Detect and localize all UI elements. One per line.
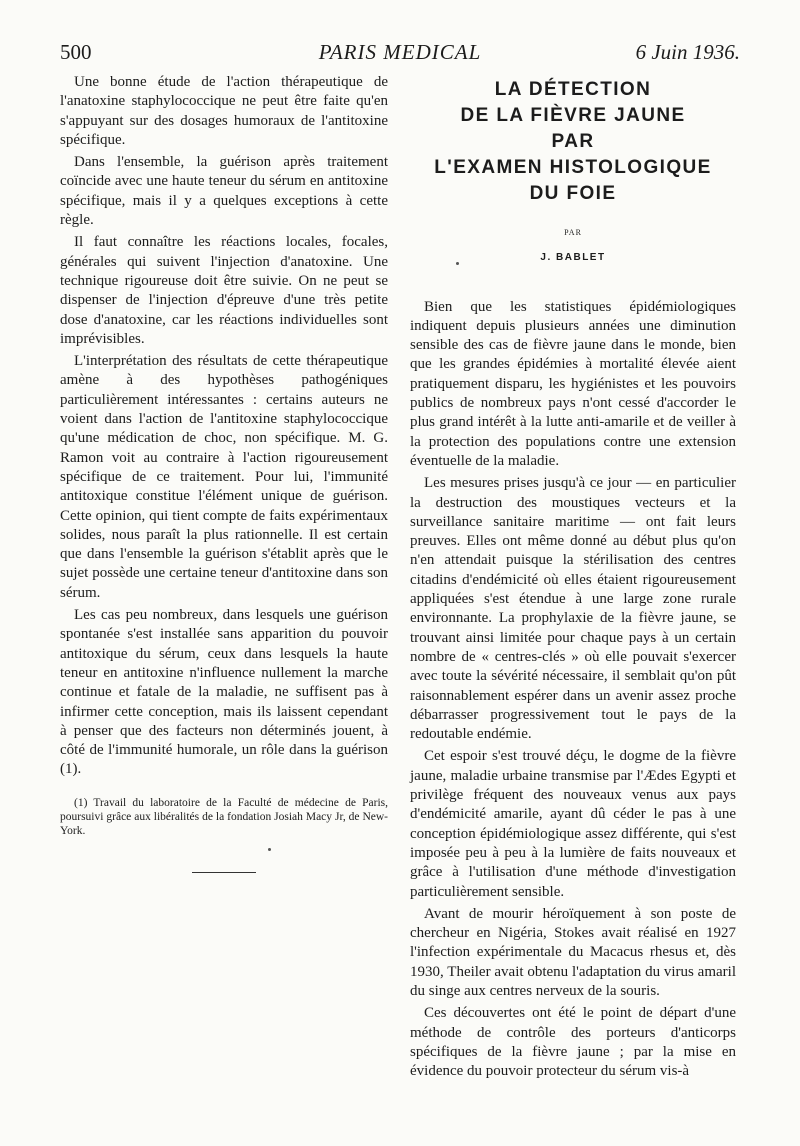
paragraph: Avant de mourir héroïquement à son poste de chercheur en Nigéria, Stokes avait réalisé en 1927 l'infection expérimentale du Macacus rhesus et, dès 1930, Theiler avait obtenu l'adaptation du virus amaril du singe aux centres nerveux de la souris. xyxy=(410,905,736,999)
title-line: DU FOIE xyxy=(529,183,617,204)
title-line: DE LA FIÈVRE JAUNE xyxy=(460,105,686,126)
title-line: PAR xyxy=(551,131,595,152)
title-line: LA DÉTECTION xyxy=(494,79,652,100)
journal-title: PARIS MEDICAL xyxy=(318,40,482,64)
paragraph: Les mesures prises jusqu'à ce jour — en particulier la destruction des moustiques vecteurs et la surveillance sanitaire maritime — ont fait leurs preuves. Elles ont même donné au début plus qu'on n'en attendait puisque la stérilisation des centres citadins d'endémicité où elles étaient rigoureusement appliquées s'est étendue à une large zone rurale environnante. La prophylaxie de la fièvre jaune, se trouvant ainsi limitée pour chaque pays à un certain nombre de « centres-clés » où elle pouvait s'exercer avec toute la sévérité nécessaire, il semblait qu'on pût raisonnablement espérer dans un avenir assez proche débarrasser progressivement tout le pays de la redoutable endémie. xyxy=(410,475,736,743)
paragraph: Ces découvertes ont été le point de départ d'une méthode de contrôle des porteurs d'anticorps spécifiques de la fièvre jaune ; par la mise en évidence du pouvoir protecteur du sérum vis-à xyxy=(410,1005,736,1080)
paragraph: Bien que les statistiques épidémiologiques indiquent depuis plusieurs années une diminution sensible des cas de fièvre jaune dans le monde, bien que les grandes épidémies à mortalité élevée aient pratiquement disparu, les hygiénistes et les pouvoirs publics de nombreux pays n'ont cessé d'accorder le plus grand intérêt à la lutte anti-amarile et de veiller à la protection des populations contre une extension éventuelle de la maladie. xyxy=(410,298,736,469)
left-column xyxy=(60,73,388,873)
ink-speck xyxy=(268,848,271,851)
footnote-text: (1) Travail du laboratoire de la Faculté de médecine de Paris, poursuivi grâce aux libéralités de la fondation Josiah Macy Jr, de New-York. xyxy=(60,796,388,837)
paragraph: Une bonne étude de l'action thérapeutique de l'anatoxine staphylococcique ne peut être faite qu'en s'appuyant sur des dosages humoraux de l'antitoxine spécifique. xyxy=(60,74,388,148)
paragraph: L'interprétation des résultats de cette thérapeutique amène à des hypothèses pathogéniques particulièrement intéressantes : certains auteurs ne voient dans l'action de l'antitoxine staphylococcique qu'une médication de choc, non spécifique. M. G. Ramon voit au contraire à l'action rigoureusement spécifique de ce traitement. Pour lui, l'immunité antitoxique constitue l'élément unique de guérison. Cette opinion, qui tient compte de faits expérimentaux solides, nous paraît la plus rationnelle. Il est certain que dans l'ensemble la guérison s'établit après que le sujet possède une certaine teneur d'antitoxine dans son sérum. xyxy=(60,353,388,601)
paragraph: Les cas peu nombreux, dans lesquels une guérison spontanée s'est installée sans apparition du pouvoir antitoxique du sérum, ceux dans lesquels la haute teneur en antitoxine n'influence nullement la marche continue et fatale de la maladie, ne suffisent pas à infirmer cette conception, mais ils laissent cependant à penser que des facteurs non déterminés jouent, à côté de l'immunité humorale, un rôle dans la guérison (1). xyxy=(60,607,388,778)
issue-date: 6 Juin 1936. xyxy=(635,40,740,64)
section-divider xyxy=(192,872,256,873)
article-title xyxy=(410,77,736,207)
right-column xyxy=(410,73,736,1084)
paragraph: Cet espoir s'est trouvé déçu, le dogme de la fièvre jaune, maladie urbaine transmise par l'Ædes Egypti et privilège fréquent des nouveaux venus aux pays d'endémicité amarile, ayant dû céder le pas à une conception épidémiologique assez différente, qui s'est imposée peu à peu à la lumière de faits nouveaux et grâce à l'utilisation d'une méthode d'investigation particulièrement sensible. xyxy=(410,748,736,900)
ink-speck xyxy=(456,262,459,265)
paragraph: Il faut connaître les réactions locales, focales, générales qui suivent l'injection d'anatoxine. Une technique rigoureuse doit être suivie. On ne peut se dispenser de l'injection d'épreuve d'une très petite dose d'anatoxine, car les réactions individuelles sont imprévisibles. xyxy=(60,234,388,347)
page-number: 500 xyxy=(60,40,92,64)
author-name: J. BABLET xyxy=(540,252,606,264)
paragraph: Dans l'ensemble, la guérison après traitement coïncide avec une haute teneur du sérum en antitoxine spécifique, mais il y a quelques exceptions à cette règle. xyxy=(60,154,388,229)
footnote xyxy=(60,796,388,838)
title-line: L'EXAMEN HISTOLOGIQUE xyxy=(434,157,712,178)
byline-par: PAR xyxy=(564,228,582,237)
page-header xyxy=(60,40,740,70)
